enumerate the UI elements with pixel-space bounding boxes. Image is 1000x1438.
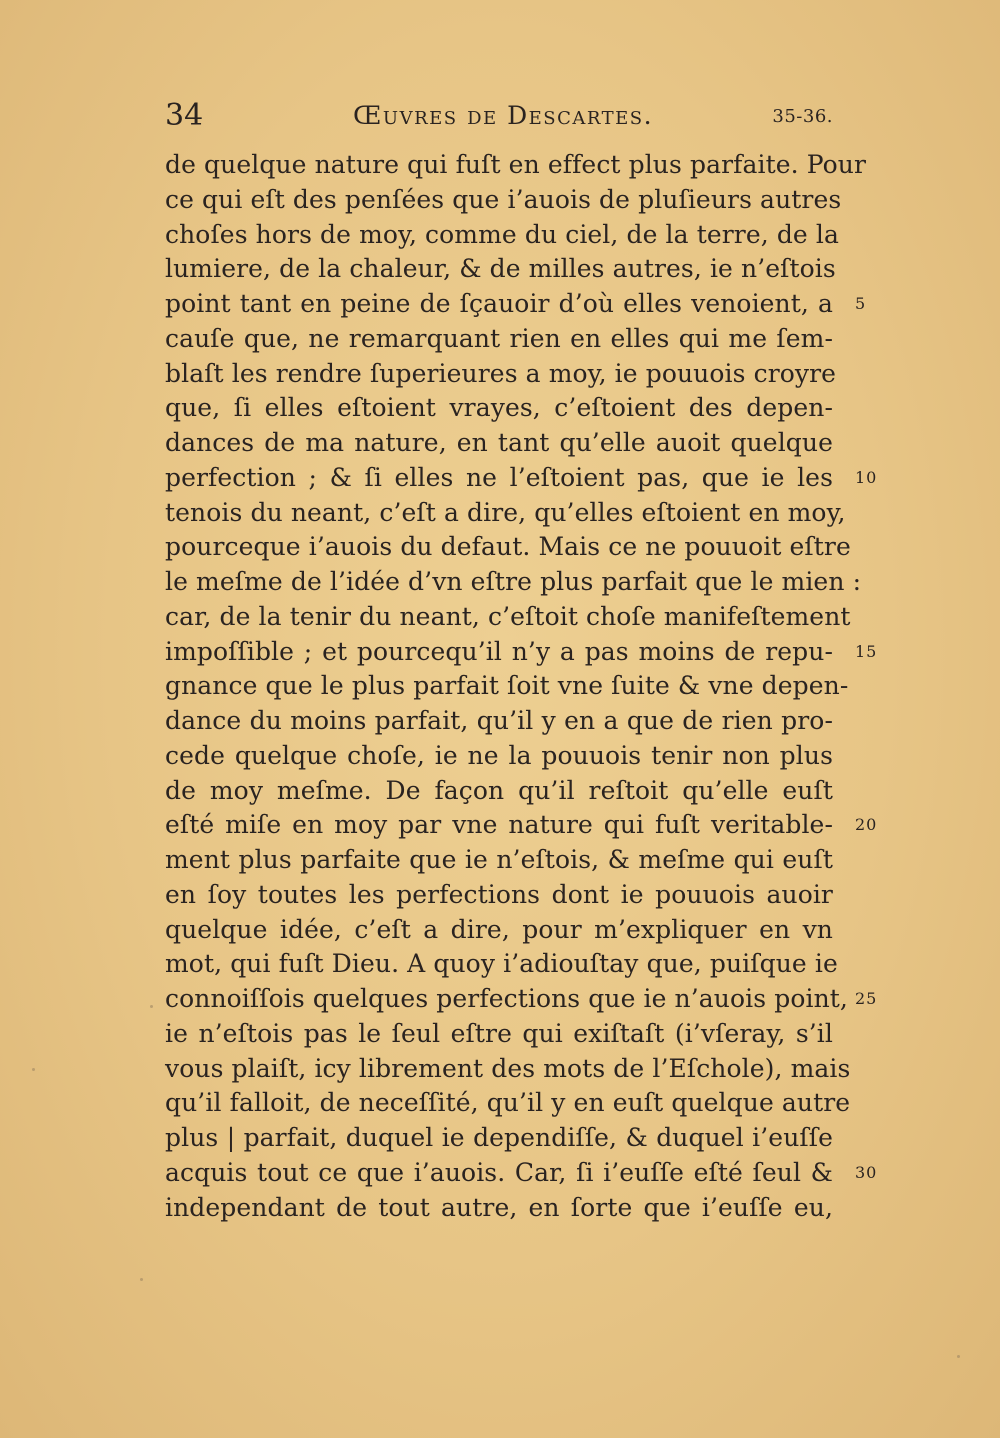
paper-speck bbox=[957, 1355, 960, 1358]
line-number: 30 bbox=[855, 1162, 878, 1182]
text-line: perfection ; & ſi elles ne l’eſtoient pas, que ie les bbox=[165, 462, 833, 492]
text-line: tenois du neant, c’eſt a dire, qu’elles eſtoient en moy, bbox=[165, 497, 846, 527]
paper-speck bbox=[32, 1068, 35, 1071]
text-line: ie n’eſtois pas le ſeul eſtre qui exiſtaſt (i’vſeray, s’il bbox=[165, 1018, 833, 1048]
text-line: point tant en peine de ſçauoir d’où elles venoient, a bbox=[165, 289, 833, 318]
line-number: 25 bbox=[855, 989, 878, 1008]
text-line: dances de ma nature, en tant qu’elle auoit quelque bbox=[165, 428, 833, 457]
running-head bbox=[165, 96, 833, 136]
text-line: blaſt les rendre ſuperieures a moy, ie pouuois croyre bbox=[165, 358, 837, 388]
line-number: 20 bbox=[855, 815, 878, 835]
text-line: eſté miſe en moy par vne nature qui fuſt veritable- bbox=[165, 810, 833, 840]
text-line: independant de tout autre, en ſorte que i’euſſe eu, bbox=[165, 1192, 833, 1222]
text-line: qu’il falloit, de neceſſité, qu’il y en euſt quelque autre bbox=[165, 1088, 851, 1118]
text-line: ce qui eſt des penſées que i’auois de pluſieurs autres bbox=[165, 184, 842, 214]
text-line: gnance que le plus parfait ſoit vne ſuite & vne depen- bbox=[165, 671, 849, 701]
text-line: lumiere, de la chaleur, & de milles autres, ie n’eſtois bbox=[165, 254, 836, 284]
text-line: que, ſi elles eſtoient vrayes, c’eſtoient des depen- bbox=[165, 393, 833, 423]
text-line: en ſoy toutes les perfections dont ie pouuois auoir bbox=[165, 879, 833, 909]
text-line: connoiſſois quelques perfections que ie n’auois point, bbox=[165, 984, 848, 1013]
line-number: 10 bbox=[855, 467, 878, 487]
text-line: cede quelque choſe, ie ne la pouuois tenir non plus bbox=[165, 740, 833, 770]
running-title: Œuvres de Descartes. bbox=[353, 101, 654, 130]
text-line: vous plaiſt, icy librement des mots de l’Eſchole), mais bbox=[165, 1053, 851, 1083]
text-line: choſes hors de moy, comme du ciel, de la terre, de la bbox=[165, 219, 839, 249]
text-line: de quelque nature qui fuſt en effect plus parfaite. Pour bbox=[165, 150, 867, 179]
text-line: le meſme de l’idée d’vn eſtre plus parfait que le mien : bbox=[165, 567, 862, 596]
text-line: dance du moins parfait, qu’il y en a que de rien pro- bbox=[165, 706, 833, 735]
paper-speck bbox=[140, 1278, 143, 1281]
text-line: quelque idée, c’eſt a dire, pour m’expliquer en vn bbox=[165, 914, 833, 944]
section-reference: 35-36. bbox=[772, 106, 833, 127]
line-number: 15 bbox=[855, 641, 878, 661]
paper-speck bbox=[150, 1005, 153, 1008]
page-number: 34 bbox=[165, 98, 204, 133]
text-line: mot, qui fuſt Dieu. A quoy i’adiouſtay que, puiſque ie bbox=[165, 949, 838, 979]
text-line: impoſſible ; et pourcequ’il n’y a pas moins de repu- bbox=[165, 636, 833, 666]
text-line: ment plus parfaite que ie n’eſtois, & meſme qui euſt bbox=[165, 845, 833, 874]
text-line: de moy meſme. De façon qu’il reſtoit qu’elle euſt bbox=[165, 775, 833, 805]
text-line: cauſe que, ne remarquant rien en elles qui me ſem- bbox=[165, 323, 833, 353]
text-line: acquis tout ce que i’auois. Car, ſi i’euſſe eſté ſeul & bbox=[165, 1157, 833, 1187]
text-line: car, de la tenir du neant, c’eſtoit choſe manifeſtement bbox=[165, 601, 851, 631]
text-line: pourceque i’auois du defaut. Mais ce ne pouuoit eſtre bbox=[165, 532, 851, 562]
text-line: plus | parfait, duquel ie dependiſſe, & duquel i’euſſe bbox=[165, 1123, 833, 1152]
line-number: 5 bbox=[855, 294, 867, 313]
